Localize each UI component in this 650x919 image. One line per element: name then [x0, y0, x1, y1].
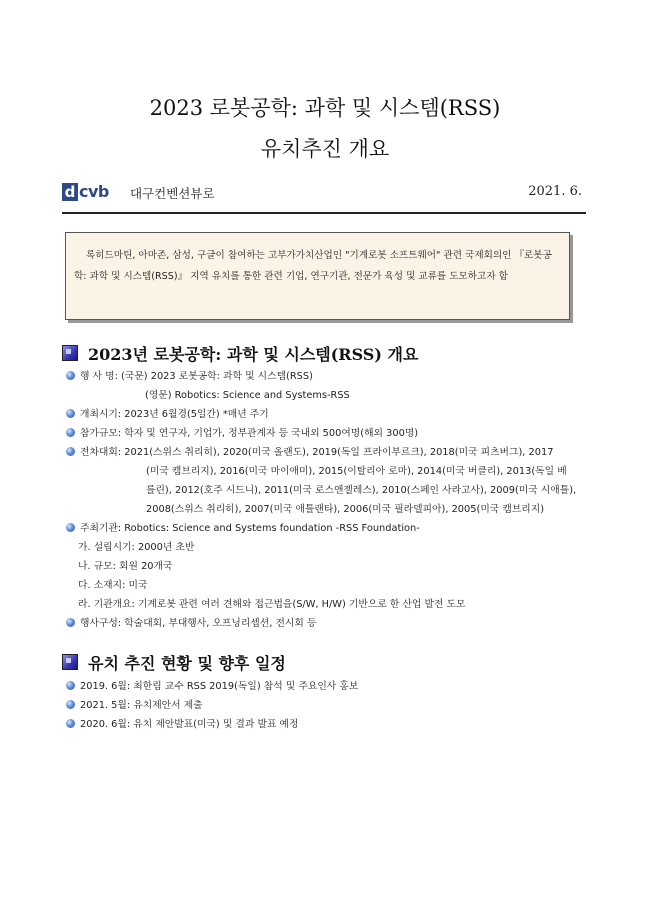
- list-item-continuation: (미국 캠브리지), 2016(미국 마이애미), 2015(이탈리아 로마), 2014(미국 버클리), 2013(독일 베: [146, 466, 567, 477]
- summary-box: 록히드마틴, 아마존, 삼성, 구글이 참여하는 고부가가치산업인 "기계로봇 소프트웨어" 관련 국제회의인 『로봇공학: 과학 및 시스템(RSS)』 지역 유치를 통한 관련 기업, 연구기관, 전문가 육성 및 교류를 도모하고자 함: [65, 232, 570, 320]
- list-item-continuation: 를린), 2012(호주 시드니), 2011(미국 로스앤젤레스), 2010(스페인 사라고사), 2009(미국 시애틀),: [146, 485, 577, 496]
- org-detail: 나. 규모: 회원 20개국: [78, 561, 173, 572]
- header-divider: [62, 212, 586, 214]
- section1-title: 2023년 로봇공학: 과학 및 시스템(RSS) 개요: [88, 345, 419, 364]
- org-detail: 다. 소재지: 미국: [78, 580, 148, 591]
- list-item: 2020. 6월: 유치 제안발표(미국) 및 결과 발표 예정: [66, 715, 298, 734]
- bullet-icon: [66, 719, 75, 728]
- bullet-icon: [66, 618, 75, 627]
- bullet-icon: [66, 447, 75, 456]
- list-item: 주최기관: Robotics: Science and Systems foundation -RSS Foundation-: [66, 519, 420, 538]
- list-item-continuation: (영문) Robotics: Science and Systems-RSS: [145, 390, 350, 401]
- list-item: 전차대회: 2021(스위스 취리히), 2020(미국 올랜도), 2019(독일 프라이부르크), 2018(미국 피츠버그), 2017: [66, 443, 553, 462]
- list-item: 행사구성: 학술대회, 부대행사, 오프닝리셉션, 전시회 등: [66, 614, 316, 633]
- org-name: 대구컨벤션뷰로: [130, 186, 215, 201]
- bullet-icon: [66, 700, 75, 709]
- header-row: [62, 182, 582, 204]
- list-item: 개최시기: 2023년 6월경(5일간) *매년 주기: [66, 405, 269, 424]
- section-square-icon: [62, 654, 78, 670]
- list-item: 참가규모: 학자 및 연구자, 기업가, 정부관계자 등 국내외 500여명(해외 300명): [66, 424, 418, 443]
- document-title-line2: 유치추진 개요: [260, 137, 390, 161]
- list-item: 2019. 6월: 최한림 교수 RSS 2019(독일) 참석 및 주요인사 홍보: [66, 677, 358, 696]
- list-item: 2021. 5월: 유치제안서 제출: [66, 696, 203, 715]
- bullet-icon: [66, 523, 75, 532]
- section-square-icon: [62, 345, 78, 361]
- bullet-icon: [66, 428, 75, 437]
- org-detail: 가. 설립시기: 2000년 초반: [78, 542, 195, 553]
- list-item-continuation: 2008(스위스 취리히), 2007(미국 애틀랜타), 2006(미국 필라델피아), 2005(미국 캠브리지): [146, 504, 545, 515]
- document-title-line1: 2023 로봇공학: 과학 및 시스템(RSS): [149, 96, 501, 120]
- document-date: 2021. 6.: [528, 184, 582, 199]
- dcvb-logo: d cvb: [62, 182, 126, 202]
- org-detail: 라. 기관개요: 기계로봇 관련 여러 견해와 접근법을(S/W, H/W) 기반으로 한 산업 발전 도모: [78, 599, 466, 610]
- bullet-icon: [66, 371, 75, 380]
- section2-title: 유치 추진 현황 및 향후 일정: [88, 654, 286, 673]
- bullet-icon: [66, 409, 75, 418]
- list-item: 행 사 명: (국문) 2023 로봇공학: 과학 및 시스템(RSS): [66, 367, 313, 386]
- bullet-icon: [66, 681, 75, 690]
